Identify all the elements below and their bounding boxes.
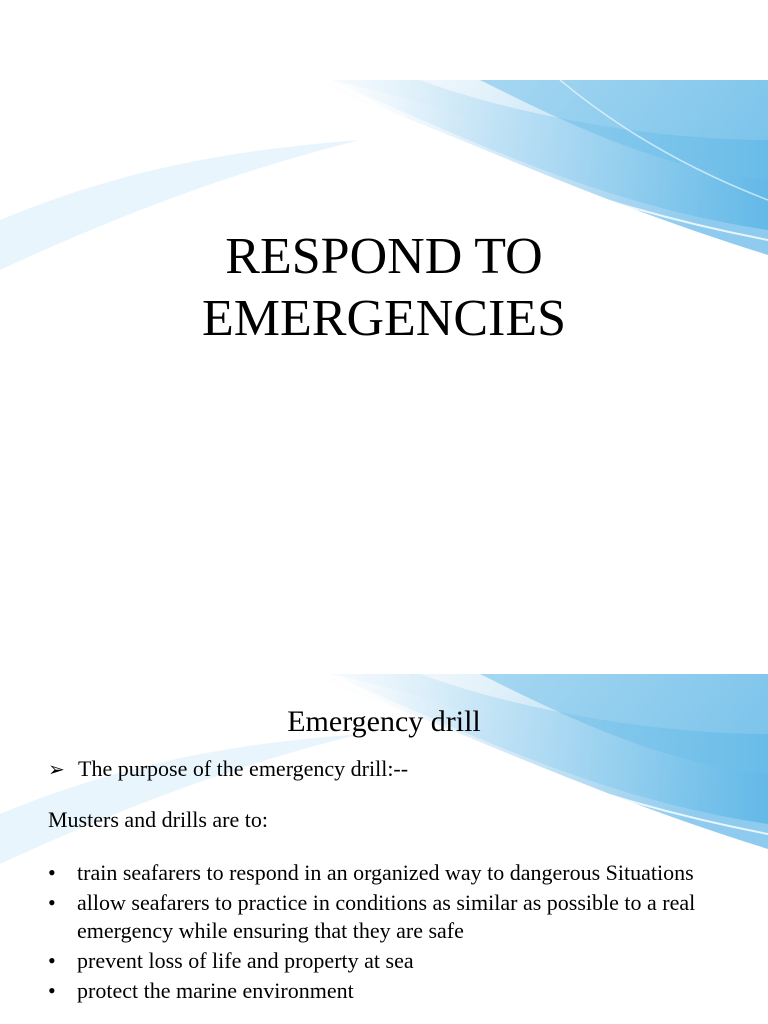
list-item (48, 889, 728, 945)
slide-body (48, 756, 728, 1007)
title-line-1: RESPOND TO (225, 228, 543, 285)
slide-title: Emergency drill (287, 705, 481, 738)
title-line-2: EMERGENCIES (202, 290, 566, 347)
list-item (48, 977, 728, 1005)
slide-title (0, 226, 768, 350)
bullet-dot: • (48, 890, 56, 915)
wave-background (0, 80, 768, 656)
intro-paragraph: Musters and drills are to: (48, 807, 268, 832)
title-slide (0, 80, 768, 656)
intro-bullet (48, 756, 728, 784)
list-item (48, 859, 728, 887)
list-item-text: train seafarers to respond in an organized way to dangerous Situations (77, 860, 694, 885)
bullet-dot: • (48, 860, 56, 885)
arrow-bullet-icon: ➢ (48, 759, 65, 781)
list-item-text: prevent loss of life and property at sea (77, 948, 414, 973)
bullet-dot: • (48, 948, 56, 973)
intro-bullet-text: The purpose of the emergency drill:-- (78, 756, 409, 781)
list-item (48, 947, 728, 975)
content-slide (0, 674, 768, 1024)
bullet-dot: • (48, 978, 56, 1003)
list-item-text: allow seafarers to practice in conditions as similar as possible to a real emergency while ensuring that they are safe (77, 890, 696, 943)
list-item-text: protect the marine environment (77, 978, 354, 1003)
bullet-list (48, 859, 728, 1005)
